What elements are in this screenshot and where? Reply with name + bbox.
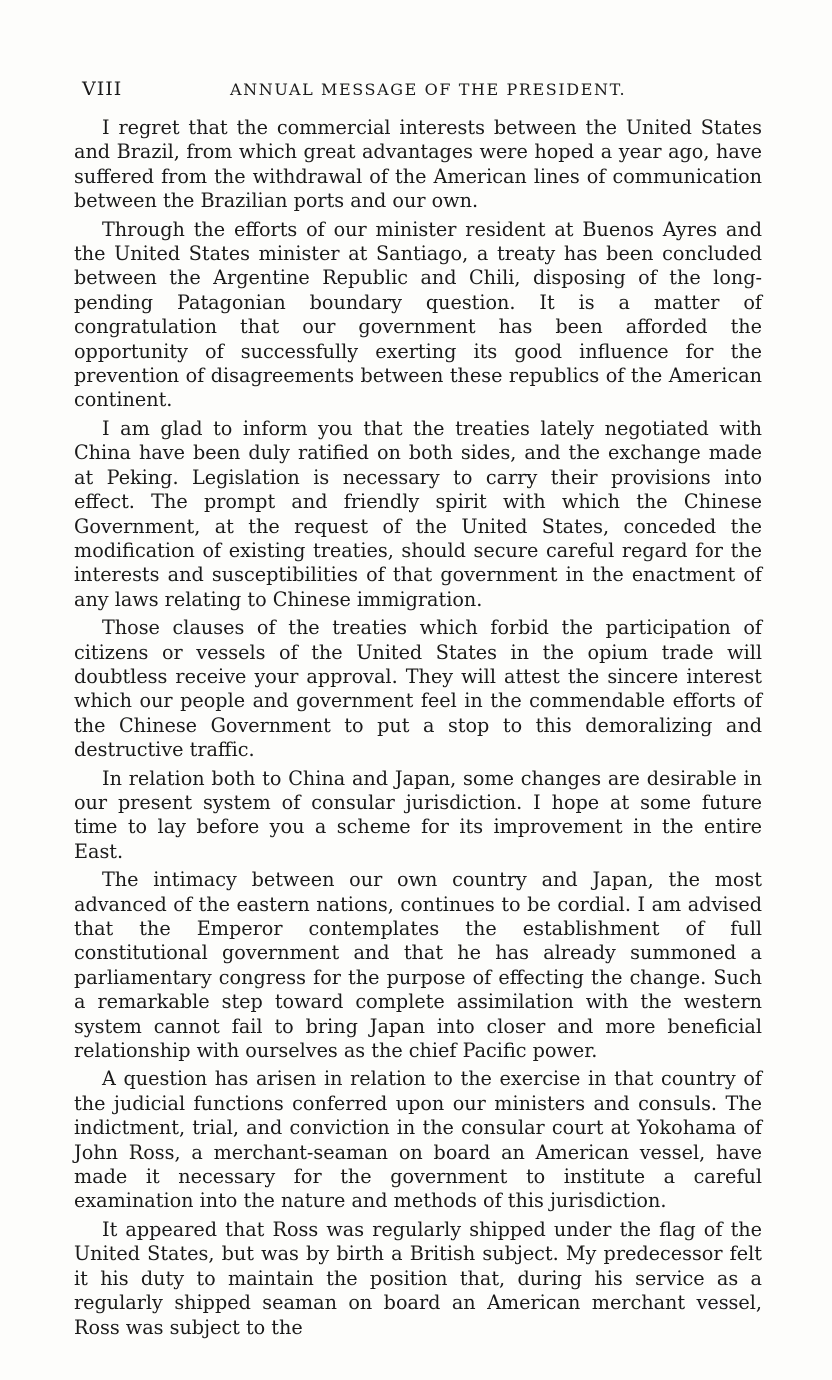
paragraph-judicial-functions: A question has arisen in relation to the exercise in that country of the judicial functions conferred upon our ministers and consuls. The indictment, trial, and conviction in the consular court at Yokohama of John Ross, a merchant-seaman on board an American vessel, have made it necessary for the government to institute a careful examination into the nature and methods of this jurisdiction. bbox=[74, 1067, 762, 1213]
paragraph-japan: The intimacy between our own country and Japan, the most advanced of the eastern nations, continues to be cordial. I am advised that the Emperor contemplates the establishment of full constitutional government and that he has already summoned a parliamentary congress for the purpose of effecting the change. Such a remarkable step toward complete assimilation with the western system cannot fail to bring Japan into closer and more beneficial relationship with ourselves as the chief Pacific power. bbox=[74, 868, 762, 1063]
paragraph-patagonian-treaty: Through the efforts of our minister resident at Buenos Ayres and the United States minister at Santiago, a treaty has been concluded between the Argentine Republic and Chili, disposing of the long-pending Patagonian boundary question. It is a matter of congratulation that our government has been afforded the opportunity of successfully exerting its good influence for the prevention of disagreements between these republics of the American continent. bbox=[74, 217, 762, 412]
paragraph-opium-trade: Those clauses of the treaties which forbid the participation of citizens or vessels of the United States in the opium trade will doubtless receive your approval. They will attest the sincere interest which our people and government feel in the commendable efforts of the Chinese Government to put a stop to this demoralizing and destructive traffic. bbox=[74, 616, 762, 762]
running-title: ANNUAL MESSAGE OF THE PRESIDENT. bbox=[230, 80, 627, 99]
paragraph-consular-jurisdiction: In relation both to China and Japan, some changes are desirable in our present system of consular jurisdiction. I hope at some future time to lay before you a scheme for its improvement in the entire East. bbox=[74, 766, 762, 863]
body-text bbox=[74, 116, 762, 1344]
running-head bbox=[82, 78, 762, 102]
paragraph-china-treaties: I am glad to inform you that the treaties lately negotiated with China have been duly ratified on both sides, and the exchange made at Peking. Legislation is necessary to carry their provisions into effect. The prompt and friendly spirit with which the Chinese Government, at the request of the United States, conceded the modification of existing treaties, should secure careful regard for the interests and susceptibilities of that government in the enactment of any laws relating to Chinese immigration. bbox=[74, 416, 762, 611]
paragraph-brazil: I regret that the commercial interests between the United States and Brazil, from which great advantages were hoped a year ago, have suffered from the withdrawal of the American lines of communication between the Brazilian ports and our own. bbox=[74, 116, 762, 213]
paragraph-ross-case: It appeared that Ross was regularly shipped under the flag of the United States, but was by birth a British subject. My predecessor felt it his duty to maintain the position that, during his service as a regularly shipped seaman on board an American merchant vessel, Ross was subject to the bbox=[74, 1217, 762, 1339]
page-number: VIII bbox=[82, 78, 123, 100]
